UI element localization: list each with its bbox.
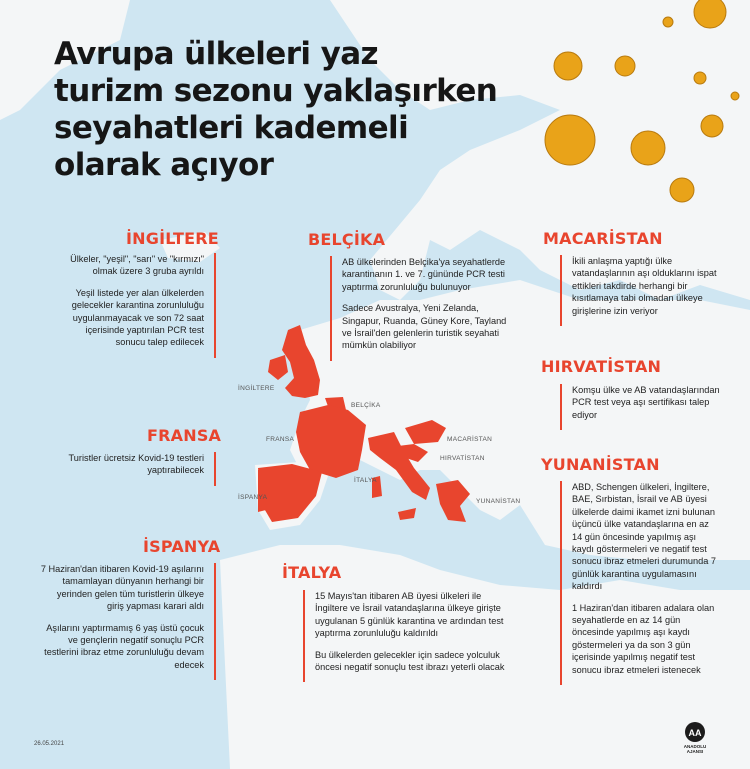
- yunanistan-text-1: ABD, Schengen ülkeleri, İngiltere, BAE, Sırbistan, İsrail ve AB üyesi ülkelerde daimi ikamet izni bulunan üçüncü ülke vatandaşlarına en az 14 gün öncesinde yapılmış aşı kaydı göstermeleri ve negatif test sonucu ibraz etmeleri durumunda 7 günlük karantina uygulamasını kaldırdı: [572, 482, 717, 592]
- virus-icon: [545, 115, 595, 165]
- ingiltere-heading: İNGİLTERE: [126, 229, 219, 248]
- svg-text:AA: AA: [688, 728, 702, 738]
- virus-icon: [663, 17, 673, 27]
- virus-icon: [670, 178, 694, 202]
- map-label-belcika: BELÇİKA: [351, 402, 381, 409]
- ingiltere-text-1: Ülkeler, "yeşil", "sarı" ve "kırmızı" olmak üzere 3 gruba ayrıldı: [70, 254, 204, 277]
- map-label-yunanistan: YUNANİSTAN: [476, 498, 521, 505]
- country-spain-shape: [258, 464, 322, 522]
- ispanya-heading: İSPANYA: [143, 537, 221, 556]
- belcika-text-1: AB ülkelerinden Belçika'ya seyahatlerde karantinanın 1. ve 7. gününde PCR testi yaptırma zorunluluğu bulunuyor: [342, 257, 506, 292]
- fransa-info: [56, 452, 216, 486]
- macaristan-text-1: İkili anlaşma yaptığı ülke vatandaşlarının aşı olduklarını ispat ettikleri takdirde herhangi bir kısıtlamaya tabi olmadan ülkeye girişlerine izin veriyor: [572, 256, 717, 316]
- publish-date: 26.05.2021: [34, 741, 65, 747]
- macaristan-heading: MACARİSTAN: [543, 229, 663, 248]
- fransa-text-1: Turistler ücretsiz Kovid-19 testleri yaptırabilecek: [68, 453, 204, 476]
- ispanya-text-1: 7 Haziran'dan itibaren Kovid-19 aşılarını tamamlayan dünyanın herhangi bir yerinden gelen tüm turistlerin ülkeye giriş yapması karari aldı: [40, 564, 204, 612]
- map-label-ispanya: İSPANYA: [238, 494, 268, 501]
- yunanistan-info: [560, 481, 720, 685]
- ingiltere-info: [56, 253, 216, 358]
- belcika-heading: BELÇİKA: [308, 230, 386, 249]
- map-label-hirvatistan: HIRVATİSTAN: [440, 455, 485, 462]
- country-portugal-shape: [258, 470, 266, 512]
- ingiltere-text-2: Yeşil listede yer alan ülkelerden gelecekler karantina zorunluluğu uygulanmayacak ve son 72 saat içerisinde yaptırılan PCR test sonucu talep edilecek: [71, 287, 204, 348]
- virus-icon: [615, 56, 635, 76]
- yunanistan-text-2: 1 Haziran'dan itibaren adalara olan seyahatlerde en az 14 gün öncesinde yapılmış aşı kaydı göstermeleri ya da son 3 gün içerisinde yapılmış negatif test sonucu ibraz etmeleri istenecek: [572, 602, 715, 675]
- hirvatistan-text-1: Komşu ülke ve AB vatandaşlarından PCR test veya aşı sertifikası talep ediyor: [572, 385, 720, 420]
- aa-logo-label: ANADOLU AJANSI: [683, 744, 707, 754]
- virus-icon: [694, 0, 726, 28]
- country-sicily-shape: [398, 508, 416, 520]
- map-label-italya: İTALYA: [354, 477, 377, 484]
- hirvatistan-info: [560, 384, 720, 430]
- virus-icon: [694, 72, 706, 84]
- ispanya-info: [40, 563, 216, 680]
- country-ireland-shape: [268, 355, 288, 380]
- macaristan-info: [560, 255, 720, 326]
- page-title: Avrupa ülkeleri yaz turizm sezonu yaklaşırken seyahatleri kademeli olarak açıyor: [54, 36, 498, 183]
- ispanya-text-2: Aşılarını yaptırmamış 6 yaş üstü çocuk ve gençlerin negatif sonuçlu PCR testlerini ibraz etme zorunluluğu devam edecek: [44, 622, 204, 670]
- belcika-info: [330, 256, 510, 361]
- virus-icon: [554, 52, 582, 80]
- hirvatistan-heading: HIRVATİSTAN: [541, 357, 662, 376]
- italya-text-2: Bu ülkelerden gelecekler için sadece yolculuk öncesi negatif sonuçlu test ibrazı yeterli olacak: [315, 649, 505, 673]
- map-label-macaristan: MACARİSTAN: [447, 436, 493, 443]
- italya-heading: İTALYA: [282, 563, 342, 582]
- virus-icon: [731, 92, 739, 100]
- italya-info: [303, 590, 505, 682]
- yunanistan-heading: YUNANİSTAN: [541, 455, 660, 474]
- italya-text-1: 15 Mayıs'tan itibaren AB üyesi ülkeleri ile İngiltere ve İsrail vatandaşlarına ülkeye girişte uygulanan 5 günlük karantina ve ardından test yaptırma zorunluluğu kaldırıldı: [315, 591, 504, 639]
- virus-icon: [631, 131, 665, 165]
- belcika-text-2: Sadece Avustralya, Yeni Zelanda, Singapur, Ruanda, Güney Kore, Tayland ve İsrail'den gelenlerin turistik seyahati mümkün olabiliyor: [342, 303, 507, 351]
- aa-logo-icon: [685, 722, 705, 742]
- map-label-ingiltere: İNGİLTERE: [238, 385, 275, 392]
- fransa-heading: FRANSA: [147, 426, 222, 445]
- virus-icon: [701, 115, 723, 137]
- map-label-fransa: FRANSA: [266, 436, 295, 443]
